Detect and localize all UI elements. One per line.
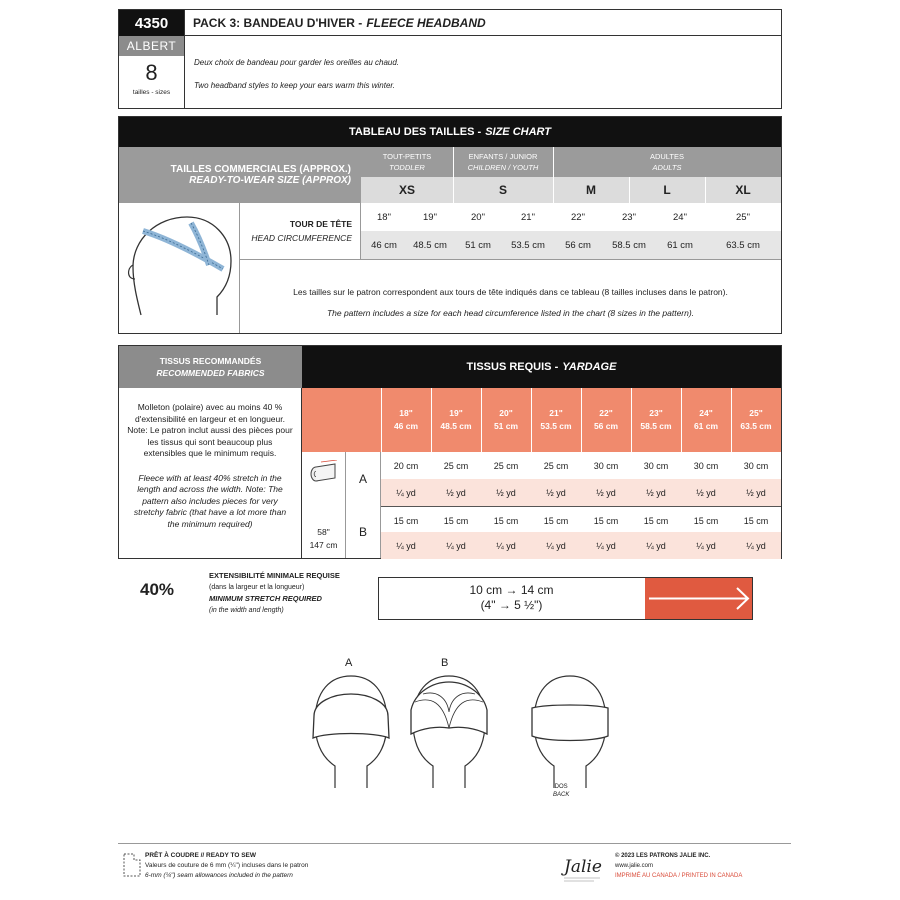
description-fr: Deux choix de bandeau pour garder les oreilles au chaud. <box>194 58 400 67</box>
back-label-fr: DOS <box>554 784 568 790</box>
ready-title: PRÊT À COUDRE // READY TO SEW <box>145 852 256 859</box>
note-en: The pattern includes a size for each head circumference listed in the chart (8 sizes in the pattern). <box>326 308 695 318</box>
divider <box>481 388 482 452</box>
size-chart-note <box>240 259 781 333</box>
cm-row <box>361 231 781 259</box>
pattern-number: 4350 <box>119 10 184 36</box>
yardage-cell: 25 cm <box>443 460 469 471</box>
yardage-cell: ¼ yd <box>396 487 416 498</box>
yardage-a-cm-row <box>381 452 781 479</box>
inch-cell: 21" <box>521 211 535 223</box>
back-label-en: BACK <box>553 792 570 798</box>
size-cm: 58.5 cm <box>640 421 672 431</box>
yardage-size-col <box>381 388 431 452</box>
size-xl: XL <box>735 183 751 197</box>
yardage-size-col <box>631 388 681 452</box>
size-cm: 48.5 cm <box>440 421 472 431</box>
view-a-title: A <box>345 657 353 669</box>
fabric-yardage-section <box>118 345 782 559</box>
yardage-cell: 25 cm <box>493 460 519 471</box>
divider <box>705 177 706 203</box>
logo-mark <box>560 850 604 886</box>
pattern-id-block <box>119 10 185 108</box>
inch-cell: 20" <box>471 211 485 223</box>
inch-cell: 23" <box>622 211 636 223</box>
size-count: 8 <box>145 60 158 85</box>
inch-cell: 24" <box>673 211 687 223</box>
fabric-width-inches: 58" <box>317 527 330 537</box>
size-cm: 51 cm <box>493 421 519 431</box>
cm-cell: 58.5 cm <box>612 239 646 251</box>
rtw-label-fr: TAILLES COMMERCIALES (APPROX.) <box>170 164 351 175</box>
yardage-cell: ½ yd <box>696 487 716 498</box>
size-chart-title-fr: TABLEAU DES TAILLES - <box>348 126 482 138</box>
divider <box>381 388 382 452</box>
divider <box>581 388 582 452</box>
head-measure-icon <box>119 203 239 333</box>
inch-cell: 25" <box>736 211 750 223</box>
yardage-cell: ½ yd <box>546 487 566 498</box>
pattern-name: ALBERT <box>119 36 184 56</box>
rtw-label <box>119 147 361 203</box>
yardage-cell: 15 cm <box>443 515 469 526</box>
headband-a-drawing <box>305 672 397 790</box>
cm-cell: 46 cm <box>371 239 397 251</box>
description-en: Two headband styles to keep your ears warm this winter. <box>194 81 395 90</box>
yardage-cell: 15 cm <box>593 515 619 526</box>
title-fr: PACK 3: BANDEAU D'HIVER - <box>193 15 363 30</box>
note-fr: Les tailles sur le patron correspondent aux tours de tête indiqués dans ce tableau (8 tailles incluses dans le patron). <box>293 287 728 297</box>
size-count-block <box>119 60 184 96</box>
yardage-size-header <box>302 388 781 452</box>
fabrics-title-en: RECOMMENDED FABRICS <box>156 368 265 378</box>
group-label-en: CHILDREN / YOUTH <box>467 163 539 172</box>
yardage-cell: ¼ yd <box>746 540 766 551</box>
size-inch: 20" <box>499 408 513 418</box>
stretch-imperial: (4" → 5 ½") <box>480 598 543 612</box>
cm-cell: 63.5 cm <box>726 239 760 251</box>
yardage-cell: ¼ yd <box>496 540 516 551</box>
group-label-fr: TOUT-PETITS <box>382 152 432 161</box>
head-circumference-label <box>240 203 361 259</box>
stretch-sub-fr: (dans la largeur et la longueur) <box>209 584 305 591</box>
fabrics-title-fr: TISSUS RECOMMANDÉS <box>159 356 262 366</box>
printed-in: IMPRIMÉ AU CANADA / PRINTED IN CANADA <box>615 873 743 879</box>
pattern-header <box>118 9 782 109</box>
yardage-cell: 15 cm <box>543 515 569 526</box>
yardage-cell: ¼ yd <box>646 540 666 551</box>
cm-cell: 61 cm <box>667 239 693 251</box>
divider <box>453 177 454 203</box>
divider <box>553 177 554 203</box>
size-xs: XS <box>398 183 415 197</box>
size-inch: 18" <box>399 408 413 418</box>
yardage-cell: 15 cm <box>693 515 719 526</box>
back-view-label <box>553 783 569 799</box>
cm-cell: 56 cm <box>565 239 591 251</box>
ready-en: 6-mm (¼") seam allowances included in the pattern <box>145 872 293 879</box>
yardage-title-fr: TISSUS REQUIS - <box>466 361 559 373</box>
yardage-a-yd-row <box>381 479 781 506</box>
yardage-size-col <box>481 388 531 452</box>
yardage-title-en: YARDAGE <box>562 361 617 373</box>
inches-row <box>361 203 781 231</box>
stretch-percent: 40% <box>140 580 175 599</box>
pattern-piece-icon <box>122 852 142 878</box>
yardage-cell: ¼ yd <box>696 540 716 551</box>
cm-cell: 48.5 cm <box>413 239 447 251</box>
divider <box>531 388 532 452</box>
size-inch: 19" <box>449 408 463 418</box>
group-children <box>453 147 553 177</box>
stretch-sub-en: (in the width and length) <box>209 607 284 614</box>
divider <box>631 388 632 452</box>
title-en: FLEECE HEADBAND <box>366 15 486 30</box>
ready-to-sew-info <box>145 851 308 881</box>
cm-cell: 51 cm <box>465 239 491 251</box>
measure-label-fr: TOUR DE TÊTE <box>289 219 352 229</box>
recommended-fabrics-description <box>119 388 302 558</box>
website: www.jalie.com <box>615 863 654 869</box>
group-adults <box>553 147 781 177</box>
size-inch: 25" <box>749 408 763 418</box>
yardage-cell: ¼ yd <box>546 540 566 551</box>
jalie-logo <box>560 850 604 891</box>
rtw-label-en: READY-TO-WEAR SIZE (APPROX) <box>189 175 351 186</box>
fabric-width-cm: 147 cm <box>309 540 338 550</box>
divider <box>453 147 454 177</box>
group-label-en: ADULTS <box>652 163 682 172</box>
copyright-info <box>615 851 742 881</box>
view-a-label: A <box>346 452 381 506</box>
head-measure-illustration <box>119 203 240 333</box>
yardage-cell: ½ yd <box>496 487 516 498</box>
size-cm: 46 cm <box>393 421 419 431</box>
divider <box>431 388 432 452</box>
inch-cell: 22" <box>571 211 585 223</box>
stretch-label <box>209 570 340 616</box>
yardage-size-col <box>681 388 731 452</box>
yardage-cell: 20 cm <box>393 460 419 471</box>
fabric-roll-icon <box>307 460 341 484</box>
yardage-cell: ½ yd <box>446 487 466 498</box>
yardage-title <box>302 346 781 388</box>
yardage-cell: ½ yd <box>746 487 766 498</box>
footer-divider <box>118 843 791 844</box>
size-chart-title <box>119 117 781 147</box>
stretch-label-fr: EXTENSIBILITÉ MINIMALE REQUISE <box>209 571 340 580</box>
yardage-b-yd-row <box>381 532 781 559</box>
stretch-arrow-block <box>645 578 752 619</box>
view-b-label: B <box>346 506 381 558</box>
inch-cell: 19" <box>423 211 437 223</box>
measure-label-en: HEAD CIRCUMFERENCE <box>251 233 352 243</box>
yardage-size-col <box>531 388 581 452</box>
yardage-size-col <box>431 388 481 452</box>
fabrics-desc-fr: Molleton (polaire) avec au moins 40 % d'extensibilité en largeur et en longueur. Note: Le patron inclut aussi des pièces pour les tissus qui sont beaucoup plus extensibles que le minimum requis. <box>127 402 293 458</box>
yardage-cell: 15 cm <box>643 515 669 526</box>
size-s: S <box>498 183 507 197</box>
headband-b-drawing <box>403 672 495 790</box>
view-b-title: B <box>441 657 449 669</box>
recommended-fabrics-header <box>119 346 302 388</box>
size-cm: 63.5 cm <box>740 421 772 431</box>
size-chart-title-en: SIZE CHART <box>485 126 551 138</box>
size-inch: 21" <box>549 408 563 418</box>
size-cm: 53.5 cm <box>540 421 572 431</box>
size-cm: 61 cm <box>693 421 719 431</box>
yardage-cell: ¼ yd <box>446 540 466 551</box>
fabrics-desc-en: Fleece with at least 40% stretch in the length and across the width. Note: The pattern also includes pieces for very stretchy fabric (that have a lot more than the minimum required) <box>133 472 287 529</box>
inch-cell: 18" <box>377 211 391 223</box>
divider <box>629 177 630 203</box>
yardage-cell: 30 cm <box>593 460 619 471</box>
size-chart-header <box>119 147 781 203</box>
divider <box>731 388 732 452</box>
yardage-cell: 30 cm <box>693 460 719 471</box>
size-inch: 22" <box>599 408 613 418</box>
yardage-size-col <box>731 388 781 452</box>
headband-back-drawing <box>524 672 616 790</box>
yardage-cell: 25 cm <box>543 460 569 471</box>
pattern-title <box>185 10 781 36</box>
size-count-label: tailles - sizes <box>132 89 171 96</box>
yardage-cell: 30 cm <box>643 460 669 471</box>
group-label-fr: ENFANTS / JUNIOR <box>468 152 538 161</box>
divider <box>553 147 554 177</box>
yardage-b-cm-row <box>381 507 781 534</box>
stretch-metric: 10 cm → 14 cm <box>469 583 554 597</box>
stretch-gauge <box>378 577 753 620</box>
size-m: M <box>586 183 596 197</box>
size-letter-row <box>361 177 781 203</box>
stretch-values <box>379 578 644 619</box>
yardage-cell: ¼ yd <box>596 540 616 551</box>
cm-cell: 53.5 cm <box>511 239 545 251</box>
ready-fr: Valeurs de couture de 6 mm (¼") incluses dans le patron <box>145 862 309 869</box>
yardage-cell: ¼ yd <box>396 540 416 551</box>
divider <box>681 388 682 452</box>
pattern-description <box>185 36 781 108</box>
group-toddler <box>361 147 453 177</box>
yardage-size-col <box>581 388 631 452</box>
group-label-fr: ADULTES <box>649 152 685 161</box>
logo-text: Jalie <box>564 857 602 877</box>
size-inch: 23" <box>649 408 663 418</box>
stretch-label-en: MINIMUM STRETCH REQUIRED <box>209 594 322 603</box>
size-inch: 24" <box>699 408 713 418</box>
yardage-cell: 15 cm <box>493 515 519 526</box>
yardage-cell: 15 cm <box>743 515 769 526</box>
yardage-cell: 15 cm <box>393 515 419 526</box>
fabric-width-cell <box>302 452 346 558</box>
size-cm: 56 cm <box>593 421 619 431</box>
copyright: © 2023 LES PATRONS JALIE INC. <box>615 853 711 859</box>
arrow-right-icon <box>645 578 752 619</box>
yardage-cell: 30 cm <box>743 460 769 471</box>
group-label-en: TODDLER <box>389 163 425 172</box>
size-chart <box>118 116 782 334</box>
yardage-cell: ½ yd <box>596 487 616 498</box>
yardage-cell: ½ yd <box>646 487 666 498</box>
size-l: L <box>663 183 671 197</box>
